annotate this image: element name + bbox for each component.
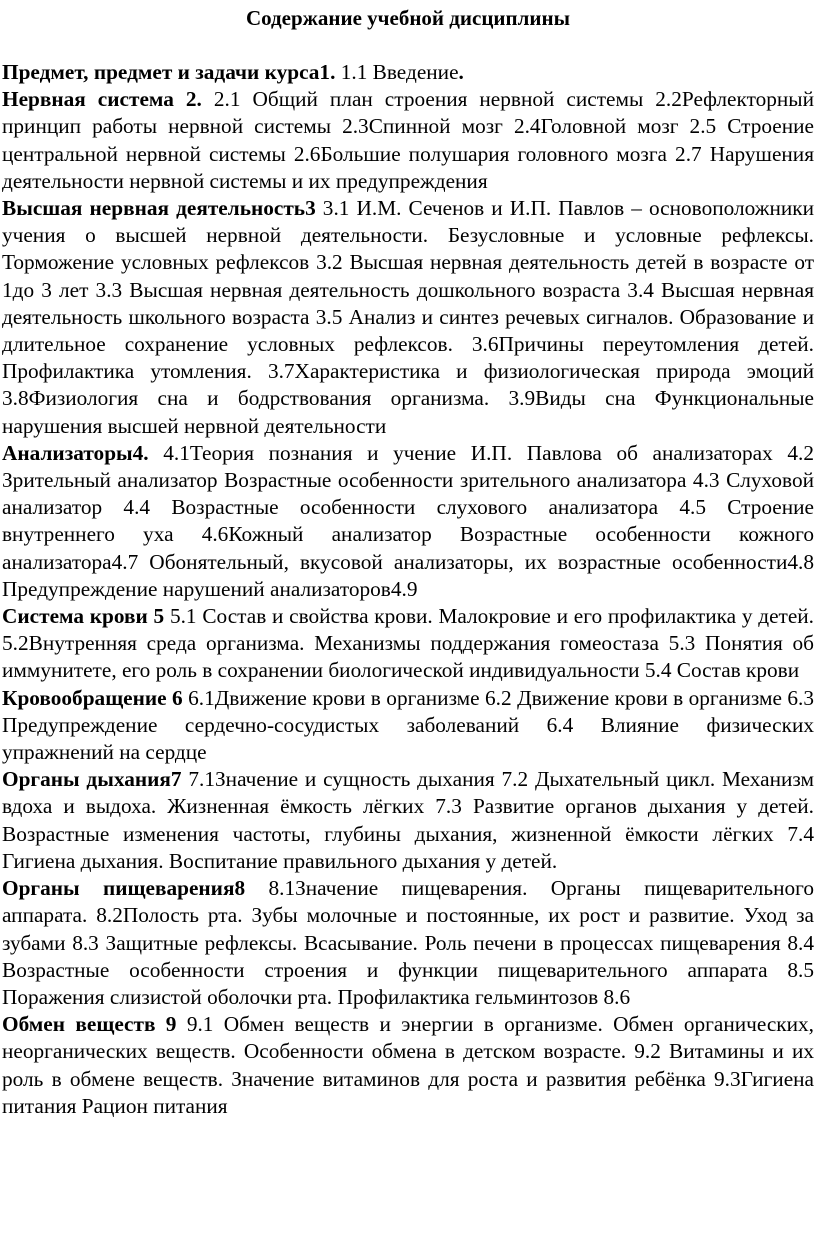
section-heading: Нервная система 2. <box>2 87 202 112</box>
section-text: 3.1 И.М. Сеченов и И.П. Павлов – основоположники учения о высшей нервной деятельности. Безусловные и условные рефлексы. Торможение условных рефлексов 3.2 Высшая нервная деятельность детей в возрасте от 1до 3 лет 3.3 Высшая нервная деятельность дошкольного возраста 3.4 Высшая нервная деятельность школьного возраста 3.5 Анализ и синтез речевых сигналов. Образование и длительное сохранение условных рефлексов. 3.6Причины переутомления детей. Профилактика утомления. 3.7Характеристика и физиологическая природа эмоций 3.8Физиология сна и бодрствования организма. 3.9Виды сна Функциональные нарушения высшей нервной деятельности <box>2 196 814 438</box>
section-heading: Обмен веществ 9 <box>2 1012 177 1037</box>
section-text: 8.1Значение пищеварения. Органы пищеварительного аппарата. 8.2Полость рта. Зубы молочные и постоянные, их рост и развитие. Уход за зубами 8.3 Защитные рефлексы. Всасывание. Роль печени в процессах пищеварения 8.4 Возрастные особенности строения и функции пищеварительного аппарата 8.5 Поражения слизистой оболочки рта. Профилактика гельминтозов 8.6 <box>2 876 814 1009</box>
section-text: 5.1 Состав и свойства крови. Малокровие и его профилактика у детей. 5.2Внутренняя среда организма. Механизмы поддержания гомеостаза 5.3 Понятия об иммунитете, его роль в сохранении биологической индивидуальности 5.4 Состав крови <box>2 604 815 683</box>
section-circulation <box>2 685 814 767</box>
section-tail: . <box>458 60 464 84</box>
section-text: 6.1Движение крови в организме 6.2 Движение крови в организме 6.3 Предупреждение сердечно-сосудистых заболеваний 6.4 Влияние физических упражнений на сердце <box>2 685 814 765</box>
section-heading: Органы пищеварения8 <box>2 876 246 901</box>
section-metabolism <box>2 1011 814 1120</box>
section-nervous-system <box>2 86 814 195</box>
section-digestion <box>2 875 814 1011</box>
section-heading: Кровообращение 6 <box>2 685 183 710</box>
document-title: Содержание учебной дисциплины <box>245 6 570 30</box>
section-analyzers <box>2 440 814 603</box>
section-heading: Система крови 5 <box>2 604 165 629</box>
section-heading: Анализаторы4. <box>2 440 149 465</box>
title-spacer <box>2 32 814 59</box>
section-heading: Предмет, предмет и задачи курса1. <box>2 60 336 84</box>
section-text: 7.1Значение и сущность дыхания 7.2 Дыхательный цикл. Механизм вдоха и выдоха. Жизненная ёмкость лёгких 7.3 Развитие органов дыхания у детей. Возрастные изменения частоты, глубины дыхания, жизненной ёмкости лёгких 7.4 Гигиена дыхания. Воспитание правильного дыхания у детей. <box>2 767 815 873</box>
section-higher-nervous-activity <box>2 195 814 440</box>
section-text: 4.1Теория познания и учение И.П. Павлова об анализаторах 4.2 Зрительный анализатор Возрастные особенности зрительного анализатора 4.3 Слуховой анализатор 4.4 Возрастные особенности слухового анализатора 4.5 Строение внутреннего уха 4.6Кожный анализатор Возрастные особенности кожного анализатора4.7 Обонятельный, вкусовой анализаторы, их возрастные особенности4.8 Предупреждение нарушений анализаторов4.9 <box>2 440 814 601</box>
section-respiratory <box>2 766 814 875</box>
section-text: 2.1 Общий план строения нервной системы 2.2Рефлекторный принцип работы нервной системы 2.3Спинной мозг 2.4Головной мозг 2.5 Строение центральной нервной системы 2.6Большие полушария головного мозга 2.7 Нарушения деятельности нервной системы и их предупреждения <box>2 87 814 193</box>
section-text: 9.1 Обмен веществ и энергии в организме. Обмен органических, неорганических веществ. Особенности обмена в детском возрасте. 9.2 Витамины и их роль в обмене веществ. Значение витаминов для роста и развития ребёнка 9.3Гигиена питания Рацион питания <box>2 1012 814 1118</box>
section-heading: Органы дыхания7 <box>2 767 182 792</box>
section-text: 1.1 Введение <box>335 60 459 84</box>
section-heading: Высшая нервная деятельность3 <box>2 196 316 221</box>
section-subject <box>2 59 814 86</box>
section-blood-system <box>2 603 814 685</box>
